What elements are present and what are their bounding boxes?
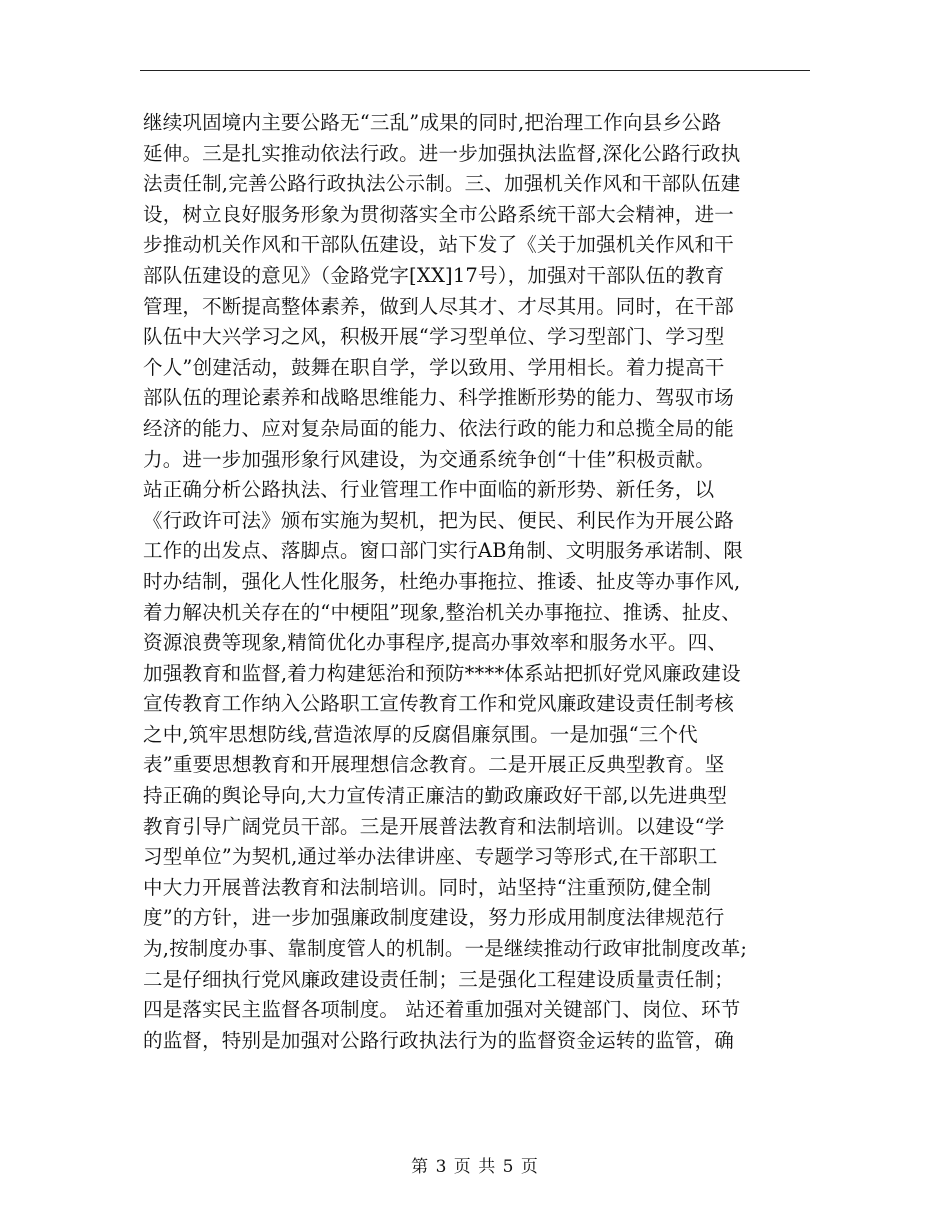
text-line: 延伸。三是扎实推动依法行政。进一步加强执法监督,深化公路行政执	[143, 141, 741, 165]
text-line: 着力解决机关存在的“中梗阻”现象,整治机关办事拖拉、推诱、扯皮、	[143, 600, 742, 624]
text-line: 队伍中大兴学习之风，积极开展“学习型单位、学习型部门、学习型	[143, 325, 725, 349]
page-footer	[0, 1152, 950, 1177]
text-line: 步推动机关作风和干部队伍建设，站下发了《关于加强机关作风和干	[143, 233, 735, 257]
text-line: 时办结制，强化人性化服务，杜绝办事拖拉、推诿、扯皮等办事作风,	[143, 569, 741, 593]
text-line: 个人”创建活动，鼓舞在职自学，学以致用、学用相长。着力提高干	[143, 355, 725, 379]
text-line: 表”重要思想教育和开展理想信念教育。二是开展正反典型教育。坚	[143, 753, 725, 777]
text-line: 度”的方针，进一步加强廉政制度建设，努力形成用制度法律规范行	[143, 906, 725, 930]
text-line: 站正确分析公路执法、行业管理工作中面临的新形势、新任务，以	[143, 478, 715, 502]
text-line: 经济的能力、应对复杂局面的能力、依法行政的能力和总揽全局的能	[143, 416, 735, 440]
text-line: 的监督，特别是加强对公路行政执法行为的监督资金运转的监管，确	[143, 1028, 735, 1052]
text-line: 持正确的舆论导向,大力宣传清正廉洁的勤政廉政好干部,以先进典型	[143, 784, 728, 808]
text-line: 部队伍建设的意见》（金路党字[XX]17号），加强对干部队伍的教育	[143, 263, 725, 287]
text-line: 继续巩固境内主要公路无“三乱”成果的同时,把治理工作向县乡公路	[143, 111, 722, 134]
text-line: 宣传教育工作纳入公路职工宣传教育工作和党风廉政建设责任制考核	[143, 692, 735, 716]
text-line: 四是落实民主监督各项制度。 站还着重加强对关键部门、岗位、环节	[143, 998, 741, 1022]
text-line: 中大力开展普法教育和法制培训。同时，站坚持“注重预防,健全制	[143, 875, 712, 899]
text-line: 为,按制度办事、靠制度管人的机制。一是继续推动行政审批制度改革;	[143, 937, 748, 961]
text-line: 《行政许可法》颁布实施为契机，把为民、便民、利民作为开展公路	[143, 508, 735, 532]
page-number: 第 3 页 共 5 页	[411, 1157, 539, 1177]
body-text	[143, 108, 843, 1056]
text-line: 教育引导广阔党员干部。三是开展普法教育和法制培训。以建设“学	[143, 814, 725, 838]
text-line: 资源浪费等现象,精简优化办事程序,提高办事效率和服务水平。四、	[143, 631, 728, 655]
text-line: 习型单位”为契机,通过举办法律讲座、专题学习等形式,在干部职工	[143, 845, 718, 869]
text-line: 二是仔细执行党风廉政建设责任制；三是强化工程建设质量责任制；	[143, 967, 735, 991]
text-line: 力。进一步加强形象行风建设，为交通系统争创“十佳”积极贡献。	[143, 447, 715, 471]
text-line: 部队伍的理论素养和战略思维能力、科学推断形势的能力、驾驭市场	[143, 386, 735, 410]
text-line: 工作的出发点、落脚点。窗口部门实行AB角制、文明服务承诺制、限	[143, 539, 744, 563]
header-rule	[140, 70, 810, 71]
text-line: 设，树立良好服务形象为贯彻落实全市公路系统干部大会精神，进一	[143, 202, 735, 226]
text-line: 法责任制,完善公路行政执法公示制。三、加强机关作风和干部队伍建	[143, 172, 741, 196]
text-line: 之中,筑牢思想防线,营造浓厚的反腐倡廉氛围。一是加强“三个代	[143, 722, 698, 746]
text-line: 加强教育和监督,着力构建惩治和预防****体系站把抓好党风廉政建设	[143, 661, 741, 685]
text-line: 管理，不断提高整体素养，做到人尽其才、才尽其用。同时，在干部	[143, 294, 735, 318]
